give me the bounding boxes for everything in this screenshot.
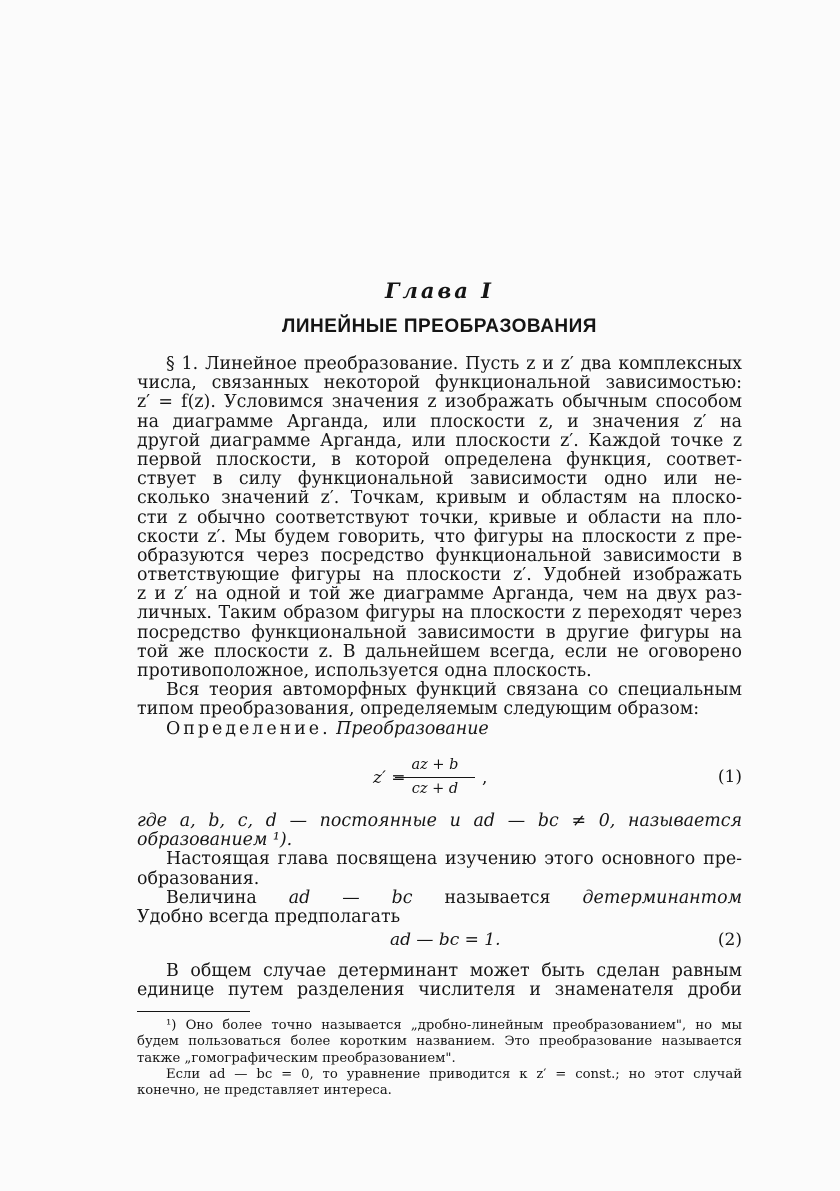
- text-line: личных. Таким образом фигуры на плоскости z переходят через: [137, 604, 742, 624]
- word: Величина: [166, 888, 257, 908]
- text-line: Настоящая глава посвящена изучению этого основного пре-: [166, 850, 742, 870]
- math-expr: ad — bc: [288, 888, 413, 908]
- footnote-line: конечно, не представляет интереса.: [137, 1083, 392, 1099]
- text-line: В общем случае детерминант может быть сделан равным: [166, 962, 742, 981]
- text-line: единице путем разделения числителя и знаменателя дроби: [137, 981, 742, 1001]
- footnote-rule: [137, 1011, 250, 1012]
- chapter-title: ЛИНЕЙНЫЕ ПРЕОБРАЗОВАНИЯ: [282, 316, 597, 337]
- text-line: образования.: [137, 869, 260, 889]
- formula-2: [137, 930, 742, 950]
- paragraph-5: [137, 962, 742, 1000]
- text-line: ответствующие фигуры на плоскости z′. Удобней изображать: [137, 566, 742, 586]
- chapter-label: Глава I: [384, 278, 494, 303]
- footnote-line: также „гомографическим преобразованием".: [137, 1050, 456, 1066]
- text-line: [137, 889, 742, 908]
- word: называется: [444, 888, 551, 908]
- text-line: образуются через посредство функциональной зависимости в: [137, 546, 742, 566]
- text-line: где a, b, c, d — постоянные и ad — bc ≠ 0, называется: [137, 812, 742, 831]
- text-line: Удобно всегда предполагать: [137, 907, 401, 927]
- formula-1-lhs: z′ =: [373, 768, 406, 788]
- text-line: сти z обычно соответствуют точки, кривые и области на пло-: [137, 508, 742, 528]
- text-line: той же плоскости z. В дальнейшем всегда, если не оговорено: [137, 642, 742, 662]
- text-line: посредство функциональной зависимости в другие фигуры на: [137, 623, 742, 643]
- definition-label: Определение.: [166, 719, 331, 739]
- definition-tail: [137, 812, 742, 927]
- footnote-line: ¹) Оно более точно называется „дробно-линейным преобразованием", но мы: [166, 1018, 742, 1033]
- text-line: числа, связанных некоторой функциональной зависимостью:: [137, 374, 742, 394]
- section-paragraph: [137, 355, 742, 739]
- formula-2-expr: ad — bc = 1.: [390, 930, 501, 950]
- text-line: z′ = f(z). Условимся значения z изображать обычным способом: [137, 393, 742, 413]
- text-line: образованием ¹).: [137, 831, 293, 851]
- formula-1: [137, 757, 742, 803]
- formula-1-tail: ,: [482, 768, 488, 788]
- term-determinant: детерминантом: [582, 888, 742, 908]
- text-line: на диаграмме Арганда, или плоскости z, и значения z′ на: [137, 412, 742, 432]
- text-line: сколько значений z′. Точкам, кривым и областям на плоско-: [137, 489, 742, 509]
- fraction-numerator: az + b: [395, 757, 475, 778]
- text-line: Вся теория автоморфных функций связана со специальным: [166, 681, 742, 701]
- fraction-denominator: cz + d: [411, 781, 459, 797]
- text-line: скости z′. Мы будем говорить, что фигуры на плоскости z пре-: [137, 527, 742, 547]
- footnote-line: будем пользоваться более коротким названием. Это преобразование называется: [137, 1034, 742, 1050]
- text-line: § 1. Линейное преобразование. Пусть z и z′ два комплексных: [166, 355, 742, 374]
- fraction: [395, 757, 475, 799]
- text-line: типом преобразования, определяемым следующим образом:: [137, 700, 700, 720]
- footnote: [137, 1018, 742, 1099]
- equation-number-2: (2): [717, 930, 742, 950]
- definition-text: Преобразование: [336, 719, 489, 739]
- text-line: z и z′ на одной и той же диаграмме Арганда, чем на двух раз-: [137, 585, 742, 605]
- text-line: противоположное, используется одна плоскость.: [137, 662, 592, 681]
- definition-line: [137, 720, 742, 739]
- text-line: ствует в силу функциональной зависимости одно или не-: [137, 470, 742, 490]
- footnote-line: Если ad — bc = 0, то уравнение приводится к z′ = const.; но этот случай: [166, 1066, 742, 1082]
- text-line: первой плоскости, в которой определена функция, соответ-: [137, 450, 742, 470]
- equation-number-1: (1): [717, 767, 742, 787]
- text-line: другой диаграмме Арганда, или плоскости z′. Каждой точке z: [137, 431, 742, 451]
